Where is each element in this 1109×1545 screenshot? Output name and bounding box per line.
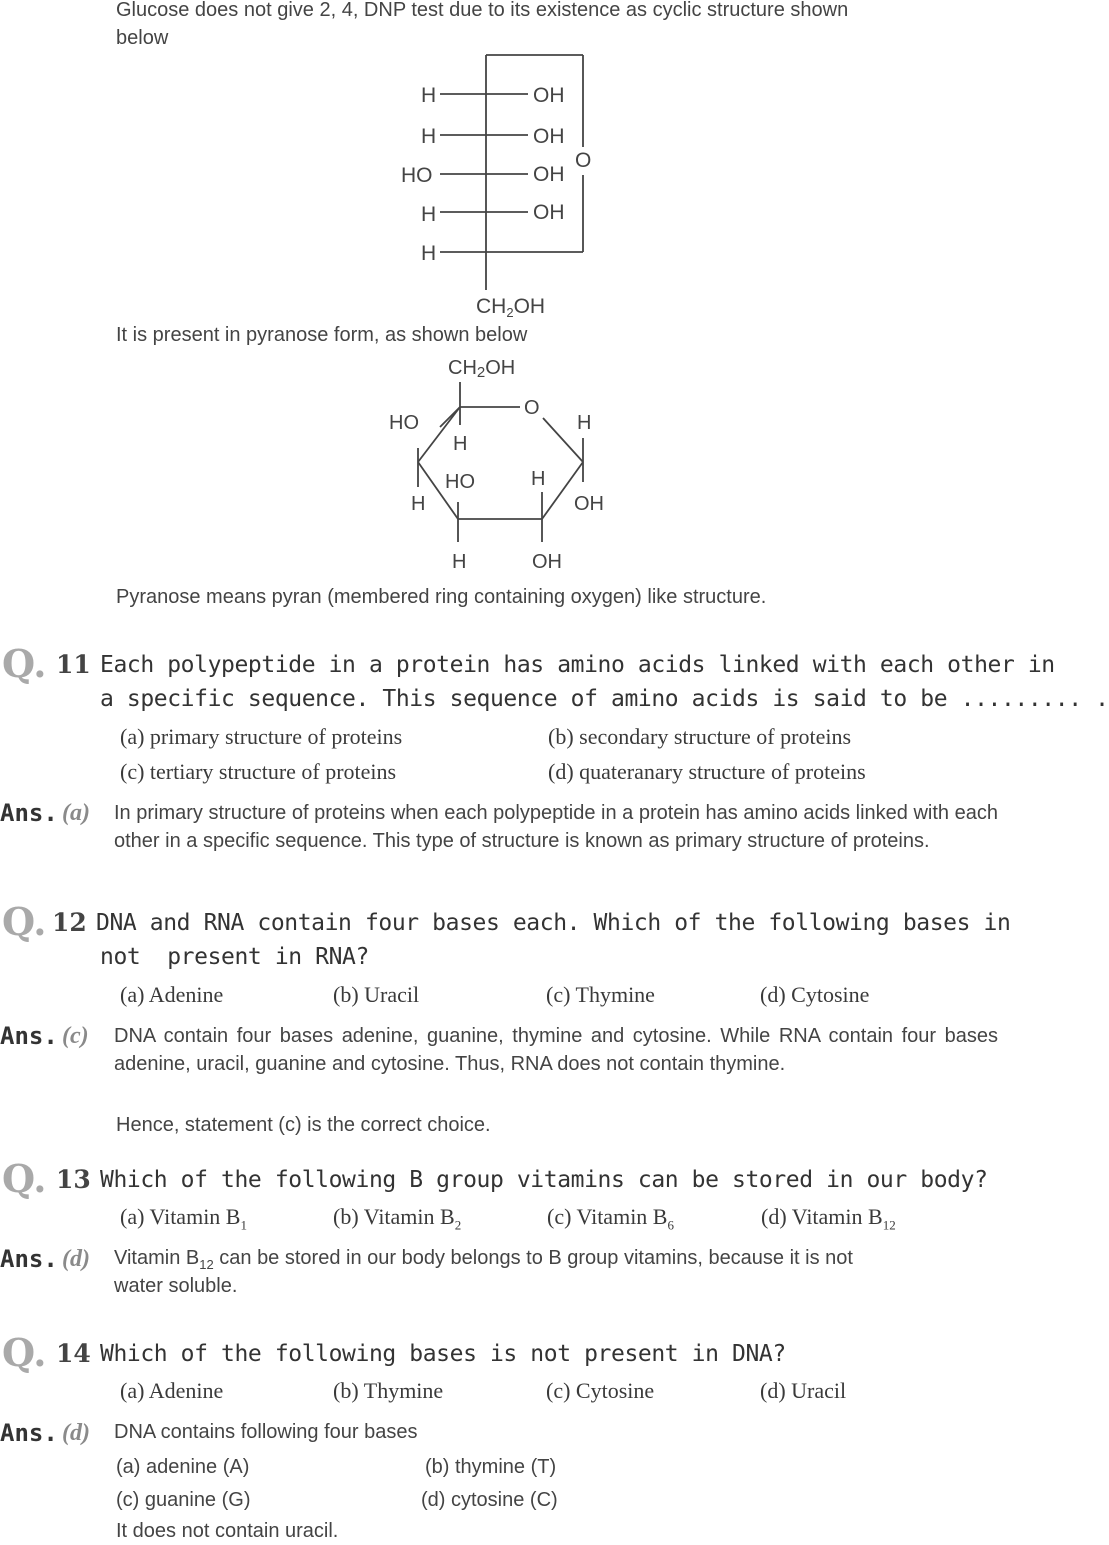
- pyranose-note: Pyranose means pyran (membered ring containing oxygen) like structure.: [116, 586, 767, 608]
- q14-option-b[interactable]: (b) Thymine: [333, 1378, 444, 1403]
- fischer-ch2oh: CH2OH: [476, 295, 546, 320]
- haworth-c2-oh: OH: [532, 551, 562, 573]
- q14-base-b: (b) thymine (T): [425, 1456, 557, 1478]
- haworth-c5-ho: HO: [389, 412, 419, 434]
- q12-number: 12: [52, 908, 87, 937]
- fischer-left-2: H: [421, 125, 437, 148]
- q13-answer-letter: (d): [62, 1246, 90, 1272]
- q14-answer-letter: (d): [62, 1420, 90, 1446]
- q13-answer-text: Vitamin $B_{12}$ can be stored in our body belongs to B group vitamins, because it is not: [114, 1247, 853, 1272]
- q13-option-d[interactable]: (d) Vitamin $B_{12}$: [761, 1204, 896, 1233]
- q14-base-c: (c) guanine (G): [116, 1489, 251, 1511]
- q12-answer-label: Ans.: [0, 1022, 58, 1050]
- fischer-left-4: H: [421, 203, 437, 226]
- q11-text-line-1: Each polypeptide in a protein has amino acids linked with each other in: [100, 652, 1055, 678]
- q12-mark: Q.: [2, 899, 47, 944]
- haworth-c3-h: H: [452, 551, 467, 573]
- haworth-c1-oh: OH: [574, 493, 604, 515]
- fischer-left-3: HO: [401, 164, 433, 187]
- haworth-c3-ho: HO: [445, 471, 475, 493]
- haworth-c5-h: H: [453, 433, 468, 455]
- haworth-ch2oh: CH2OH: [448, 357, 516, 381]
- q12-option-a[interactable]: (a) Adenine: [120, 982, 224, 1007]
- q11-text-line-2: a specific sequence. This sequence of amino acids is said to be ......... .: [100, 686, 1109, 712]
- q14-answer-label: Ans.: [0, 1419, 58, 1447]
- q13-option-a[interactable]: (a) Vitamin $B_1$: [120, 1204, 247, 1233]
- q13-option-c[interactable]: (c) Vitamin $B_6$: [547, 1204, 674, 1233]
- q11-mark: Q.: [2, 641, 47, 686]
- q11-answer-text: In primary structure of proteins when each polypeptide in a protein has amino acids linked with each other in a specific sequence. This type of structure is known as primary structure of proteins.: [114, 802, 998, 852]
- q12-option-d[interactable]: (d) Cytosine: [760, 982, 870, 1007]
- haworth-c2-h: H: [531, 468, 546, 490]
- q12-text-line-1: DNA and RNA contain four bases each. Which of the following bases in: [96, 910, 1011, 936]
- haworth-ring-oxygen: O: [524, 397, 540, 419]
- intro-line-2: below: [116, 27, 169, 49]
- q14-answer-text: DNA contains following four bases: [114, 1421, 418, 1443]
- q14-conclusion: It does not contain uracil.: [116, 1520, 339, 1542]
- q14-mark: Q.: [2, 1330, 47, 1375]
- pyranose-intro: It is present in pyranose form, as shown below: [116, 324, 528, 346]
- q12-option-b[interactable]: (b) Uracil: [333, 982, 420, 1007]
- fischer-ring-oxygen: O: [575, 149, 592, 172]
- fischer-right-2: OH: [533, 125, 565, 148]
- fischer-right-1: OH: [533, 84, 565, 107]
- q12-answer-extra: Hence, statement (c) is the correct choice.: [116, 1114, 491, 1136]
- q14-base-a: (a) adenine (A): [116, 1456, 250, 1478]
- haworth-projection: [385, 352, 625, 577]
- q14-option-a[interactable]: (a) Adenine: [120, 1378, 224, 1403]
- q11-option-b[interactable]: (b) secondary structure of proteins: [548, 724, 852, 749]
- q13-mark: Q.: [2, 1156, 47, 1201]
- q12-option-c[interactable]: (c) Thymine: [546, 982, 655, 1007]
- q13-number: 13: [56, 1165, 91, 1194]
- q12-answer-letter: (c): [62, 1023, 89, 1049]
- haworth-c1-h: H: [577, 412, 592, 434]
- fischer-left-1: H: [421, 84, 437, 107]
- fischer-right-4: OH: [533, 201, 565, 224]
- fischer-projection: [390, 50, 620, 325]
- q11-answer-letter: (a): [62, 800, 90, 826]
- q12-answer-text: DNA contain four bases adenine, guanine, thymine and cytosine. While RNA contain four bases adenine, uracil, guanine and cytosine. Thus, RNA does not contain thymine.: [114, 1025, 998, 1075]
- q13-answer-line-2: water soluble.: [114, 1275, 238, 1297]
- intro-line-1: Glucose does not give 2, 4, DNP test due to its existence as cyclic structure shown: [116, 0, 849, 21]
- haworth-c4-h: H: [411, 493, 426, 515]
- fischer-left-5: H: [421, 242, 437, 265]
- q13-option-b[interactable]: (b) Vitamin $B_2$: [333, 1204, 462, 1233]
- q14-option-d[interactable]: (d) Uracil: [760, 1378, 847, 1403]
- q11-option-d[interactable]: (d) quateranary structure of proteins: [548, 759, 866, 784]
- q12-text-line-2: not present in RNA?: [100, 944, 369, 970]
- q11-option-a[interactable]: (a) primary structure of proteins: [120, 724, 403, 749]
- q14-option-c[interactable]: (c) Cytosine: [546, 1378, 655, 1403]
- q13-answer-label: Ans.: [0, 1245, 58, 1273]
- q11-answer-label: Ans.: [0, 799, 58, 827]
- fischer-right-3: OH: [533, 163, 565, 186]
- q11-option-c[interactable]: (c) tertiary structure of proteins: [120, 759, 397, 784]
- q13-text-line-1: Which of the following B group vitamins can be stored in our body?: [100, 1167, 988, 1193]
- q14-base-d: (d) cytosine (C): [421, 1489, 558, 1511]
- q14-text-line-1: Which of the following bases is not present in DNA?: [100, 1341, 786, 1367]
- q11-number: 11: [56, 650, 91, 679]
- q14-number: 14: [56, 1339, 91, 1368]
